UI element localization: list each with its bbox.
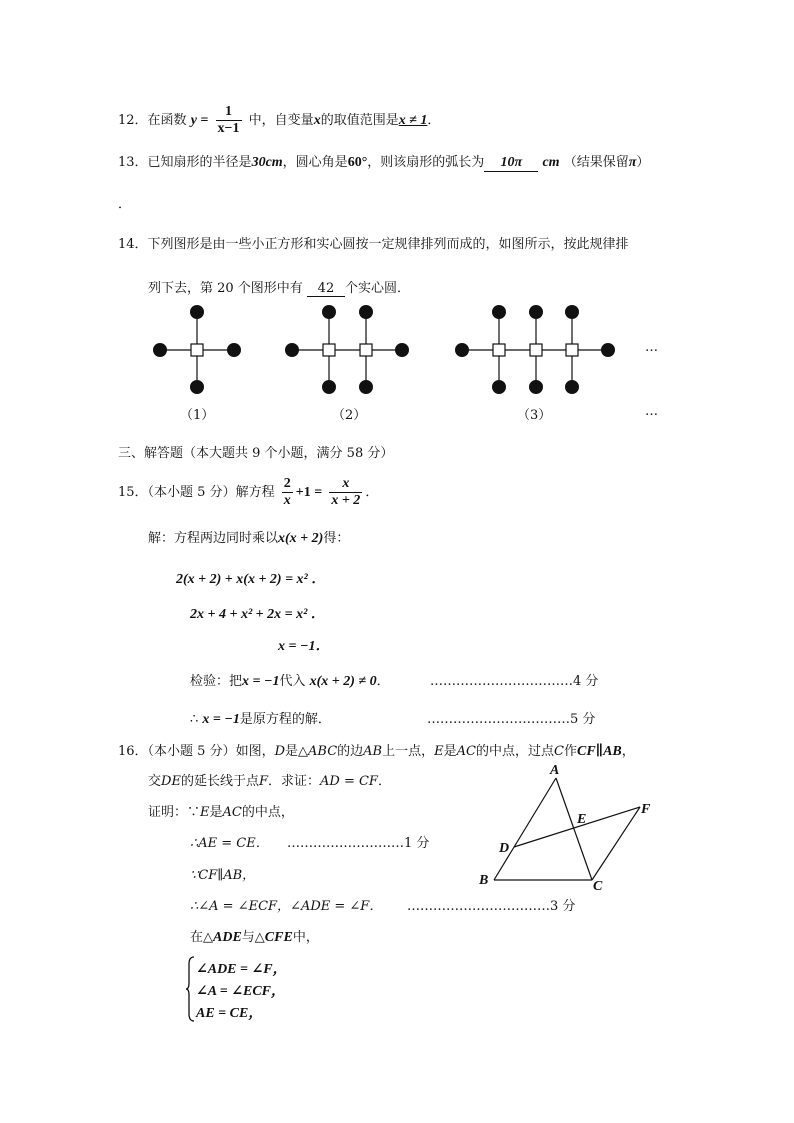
q15-concl-text: 是原方程的解． — [239, 712, 331, 727]
label-F: F — [641, 802, 651, 817]
q16-h8: ， — [621, 744, 635, 759]
proof-step3: ∴∠A = ∠ECF，∠ADE = ∠F． — [190, 899, 383, 914]
q16-l2a: 交 — [148, 774, 162, 789]
q12-text2: 中，自变量 — [248, 113, 314, 128]
pattern-2 — [292, 312, 402, 387]
q13-text2: ，圆心角是 — [282, 155, 348, 170]
q15-plus: +1 = — [295, 485, 323, 500]
q16-l2d: ． — [377, 774, 391, 789]
q14-line1: 14．下列图形是由一些小正方形和实心圆按一定规律排列而成的，如图所示，按此规律排 — [118, 237, 629, 252]
q16-l2b: 的延长线于点 — [180, 774, 259, 789]
q14-text2: 个实心圆． — [344, 281, 410, 296]
q14-answer: 42 — [307, 281, 345, 297]
q16-h5: 是 — [443, 744, 457, 759]
q15-intro — [148, 527, 349, 547]
score-3: ……………………………3 分 — [407, 899, 576, 914]
triangle-figure — [470, 760, 670, 900]
label-B: B — [479, 873, 489, 888]
q14-text: 列下去，第 20 个图形中有 — [148, 281, 303, 296]
tri-CFE: CFE — [264, 930, 293, 945]
q15-frac2-num: x — [329, 476, 362, 493]
q15-frac1-den: x — [283, 493, 291, 508]
q15-check-x: x = −1 — [242, 674, 280, 689]
caption-3: （3） — [517, 408, 552, 423]
q12-end: ． — [427, 113, 441, 128]
q15-end: ． — [365, 485, 379, 500]
q12-line — [118, 104, 440, 137]
q13-text5: ） — [636, 155, 650, 170]
q16-h1: 16．（本小题 5 分）如图， — [118, 744, 275, 759]
caption-2: （2） — [332, 408, 367, 423]
q12-fraction — [216, 104, 242, 137]
proof-mid: 是 — [209, 805, 223, 820]
tri-end: 中， — [292, 930, 319, 945]
label-C: C — [593, 879, 603, 894]
q15-check — [190, 670, 390, 690]
score-4: ……………………………4 分 — [430, 674, 599, 689]
proof-triangles — [190, 926, 319, 946]
proof-step1: ∴AE = CE． — [190, 836, 269, 851]
caption-ellipsis: … — [645, 404, 658, 419]
q16-AB: AB — [363, 744, 383, 759]
q13-pi: π — [628, 155, 637, 170]
q13-angle: 60° — [347, 155, 368, 170]
q16-AC: AC — [456, 744, 476, 759]
segment-CF — [592, 807, 640, 880]
q15-frac2 — [329, 476, 362, 509]
q12-answer: x ≠ 1 — [398, 113, 428, 128]
q15-head — [118, 476, 378, 509]
tri-ADE: ADE — [213, 930, 242, 945]
q13-text4: （结果保留 — [563, 155, 629, 170]
q16-CFAB: CF∥AB — [576, 744, 622, 759]
q12-text3: 的取值范围是 — [320, 113, 399, 128]
label-D: D — [499, 841, 510, 856]
q16-h6: 的中点，过点 — [476, 744, 555, 759]
q13-text3: ，则该扇形的弧长为 — [367, 155, 485, 170]
q16-ABC: ABC — [308, 744, 338, 759]
q16-h7: 作 — [563, 744, 577, 759]
q16-DE: DE — [161, 774, 181, 789]
q15-eq3: x = −1． — [278, 639, 330, 654]
score-5: ……………………………5 分 — [427, 712, 596, 727]
q12-frac-den: x−1 — [217, 121, 240, 136]
proof-AC: AC — [222, 805, 242, 820]
system-line1: ∠ADE = ∠F， — [196, 962, 287, 977]
pattern-1 — [160, 312, 234, 387]
q14-line2 — [148, 277, 410, 297]
q12-number: 12． — [118, 113, 148, 128]
caption-1: （1） — [180, 408, 215, 423]
proof-E: E — [200, 805, 210, 820]
q15-concl-x: x = −1 — [202, 712, 240, 727]
tri-in: 在△ — [190, 930, 213, 945]
q16-line2 — [148, 770, 391, 789]
q16-F: F — [258, 774, 268, 789]
proof-step2: ∵CF∥AB， — [190, 868, 256, 883]
q16-l2c: ．求证： — [267, 774, 320, 789]
segment-AC — [556, 778, 592, 880]
system-line2: ∠A = ∠ECF， — [196, 984, 286, 999]
pattern-figure — [0, 295, 794, 425]
q13-line — [118, 151, 649, 172]
q16-proof-intro — [148, 801, 294, 820]
system-line3: AE = CE， — [196, 1006, 263, 1021]
label-E: E — [577, 812, 587, 827]
label-A: A — [550, 763, 560, 778]
q13-dot: ． — [118, 197, 132, 212]
q13-text: 已知扇形的半径是 — [147, 155, 252, 170]
q15-eq1: 2(x + 2) + x(x + 2) = x² ． — [176, 572, 326, 587]
pattern-ellipsis: … — [645, 340, 658, 355]
q16-h4: 上一点， — [382, 744, 435, 759]
q15-frac2-den: x + 2 — [331, 493, 361, 508]
q12-frac-num: 1 — [216, 104, 242, 121]
q16-goal: AD = CF — [320, 774, 378, 789]
q13-number: 13． — [118, 155, 148, 170]
q16-C: C — [554, 744, 564, 759]
q15-get: 得： — [323, 531, 350, 546]
segment-AB — [494, 778, 556, 880]
q15-conclusion — [190, 708, 331, 728]
proof-end: 的中点， — [241, 805, 294, 820]
q15-multiplier: x(x + 2) — [278, 531, 324, 546]
because-intro: 证明：∵ — [148, 805, 201, 820]
q13-unit: cm — [542, 155, 560, 170]
pattern-3 — [462, 312, 608, 387]
q15-check-mid: 代入 — [279, 674, 306, 689]
score-1: ………………………1 分 — [287, 836, 430, 851]
q15-intro-text: 解：方程两边同时乘以 — [148, 531, 279, 546]
q15-check-label: 检验：把 — [190, 674, 243, 689]
q15-frac1-num: 2 — [283, 476, 291, 491]
q16-h3: 的边 — [337, 744, 364, 759]
brace-symbol — [185, 956, 195, 1022]
q13-radius: 30cm — [251, 155, 283, 170]
tri-and: 与△ — [241, 930, 265, 945]
q15-head-text: 15．（本小题 5 分）解方程 — [118, 485, 275, 500]
q12-text: 在函数 — [147, 113, 187, 128]
q15-eq2: 2x + 4 + x² + 2x = x² ． — [190, 607, 325, 622]
q12-y: y = — [190, 113, 209, 128]
q16-D: D — [274, 744, 286, 759]
q15-check-expr: x(x + 2) ≠ 0 — [309, 674, 377, 689]
q16-h2: 是△ — [285, 744, 309, 759]
q16-E: E — [434, 744, 444, 759]
q13-answer: 10π — [484, 155, 538, 172]
therefore-symbol: ∴ — [190, 712, 199, 727]
q16-head — [118, 740, 635, 760]
q12-var: x — [313, 113, 321, 128]
section-title: 三、解答题（本大题共 9 个小题，满分 58 分） — [118, 446, 394, 461]
q15-frac1 — [282, 476, 293, 509]
q15-check-end: ． — [376, 674, 390, 689]
